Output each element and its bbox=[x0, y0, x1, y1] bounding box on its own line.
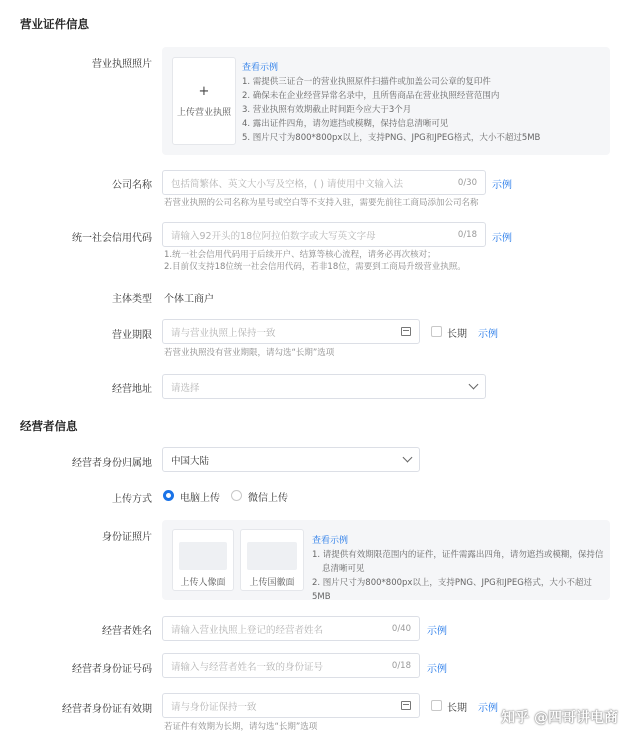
chevron-down-icon bbox=[469, 380, 479, 390]
id-validity-input[interactable] bbox=[162, 693, 420, 718]
id-front-upload-button[interactable] bbox=[172, 529, 234, 591]
id-req-1-cont: 息清晰可见 bbox=[322, 564, 365, 574]
calendar-icon bbox=[401, 327, 411, 336]
id-front-image bbox=[179, 542, 227, 570]
id-back-image bbox=[247, 542, 297, 570]
license-upload-label: 上传营业执照 bbox=[176, 107, 231, 118]
business-term-input[interactable] bbox=[162, 319, 420, 344]
credit-code-label: 统一社会信用代码 bbox=[72, 233, 152, 244]
license-requirements bbox=[242, 75, 540, 145]
business-term-example-link[interactable]: 示例 bbox=[478, 329, 498, 340]
credit-code-input[interactable] bbox=[162, 222, 486, 247]
id-region-label: 经营者身份归属地 bbox=[72, 458, 152, 469]
credit-code-example-link[interactable]: 示例 bbox=[492, 233, 512, 244]
operator-id-example-link[interactable]: 示例 bbox=[427, 664, 447, 675]
entity-type-label: 主体类型 bbox=[112, 294, 152, 305]
id-example-link[interactable]: 查看示例 bbox=[312, 536, 349, 546]
license-req-1: 1. 需提供三证合一的营业执照原件扫描件或加盖公司公章的复印件 bbox=[242, 77, 491, 87]
plus-icon: + bbox=[198, 83, 210, 99]
id-validity-example-link[interactable]: 示例 bbox=[478, 703, 498, 714]
company-name-label: 公司名称 bbox=[112, 180, 152, 191]
license-example-link[interactable]: 查看示例 bbox=[242, 63, 279, 73]
license-req-3: 3. 营业执照有效期截止时间距今应大于3个月 bbox=[242, 105, 412, 115]
company-name-placeholder: 包括简繁体、英文大小写及空格，( ) 请使用中文输入法 bbox=[171, 178, 403, 190]
chevron-down-icon bbox=[403, 453, 413, 463]
business-address-label: 经营地址 bbox=[112, 384, 152, 395]
id-region-select[interactable] bbox=[162, 447, 420, 472]
business-address-placeholder: 请选择 bbox=[171, 382, 200, 394]
license-req-5: 5. 图片尺寸为800*800px以上，支持PNG、JPG和JPEG格式，大小不超过5MB bbox=[242, 133, 541, 143]
company-name-input[interactable] bbox=[162, 170, 486, 195]
id-region-value: 中国大陆 bbox=[171, 455, 210, 467]
operator-name-count: 0/40 bbox=[391, 623, 411, 634]
id-photo-label: 身份证照片 bbox=[102, 532, 152, 543]
license-req-4: 4. 露出证件四角，请勿遮挡或模糊，保持信息清晰可见 bbox=[242, 119, 449, 129]
operator-name-example-link[interactable]: 示例 bbox=[427, 626, 447, 637]
id-validity-hint: 若证件有效期为长期，请勾选“长期”选项 bbox=[164, 722, 318, 732]
license-upload-button[interactable] bbox=[172, 57, 236, 145]
section-title-operator: 经营者信息 bbox=[20, 419, 78, 433]
credit-code-placeholder: 请输入92开头的18位阿拉伯数字或大写英文字母 bbox=[171, 230, 376, 242]
radio-wechat-upload-label: 微信上传 bbox=[248, 493, 288, 504]
id-front-label: 上传人像面 bbox=[180, 578, 226, 588]
section-title-license: 营业证件信息 bbox=[20, 17, 89, 31]
credit-code-hint-2: 2.目前仅支持18位统一社会信用代码，若非18位，需要到工商局升级营业执照。 bbox=[164, 262, 466, 272]
company-name-example-link[interactable]: 示例 bbox=[492, 180, 512, 191]
id-req-1: 1. 请提供有效期限范围内的证件，证件需露出四角，请勿遮挡或模糊，保持信 bbox=[312, 550, 604, 560]
entity-type-value: 个体工商户 bbox=[164, 294, 214, 305]
business-term-label: 营业期限 bbox=[112, 330, 152, 341]
id-requirements bbox=[312, 548, 610, 604]
radio-computer-upload[interactable] bbox=[163, 490, 174, 501]
license-upload-panel bbox=[162, 47, 610, 155]
id-validity-long-checkbox[interactable] bbox=[431, 700, 442, 711]
company-name-count: 0/30 bbox=[457, 177, 477, 188]
operator-name-input[interactable] bbox=[162, 616, 420, 641]
operator-id-count: 0/18 bbox=[391, 660, 411, 671]
id-back-upload-button[interactable] bbox=[240, 529, 304, 591]
radio-computer-upload-label: 电脑上传 bbox=[180, 493, 220, 504]
upload-method-label: 上传方式 bbox=[112, 494, 152, 505]
id-validity-label: 经营者身份证有效期 bbox=[62, 704, 152, 715]
business-term-placeholder: 请与营业执照上保持一致 bbox=[171, 327, 276, 339]
watermark: 知乎 @四哥讲电商 bbox=[501, 710, 618, 726]
operator-id-label: 经营者身份证号码 bbox=[72, 664, 152, 675]
radio-wechat-upload[interactable] bbox=[231, 490, 242, 501]
operator-name-label: 经营者姓名 bbox=[102, 626, 152, 637]
id-req-2: 2. 图片尺寸为800*800px以上，支持PNG、JPG和JPEG格式，大小不超过5MB bbox=[312, 578, 592, 602]
license-photo-label: 营业执照照片 bbox=[92, 59, 152, 70]
id-upload-panel bbox=[162, 520, 610, 600]
company-name-hint: 若营业执照的公司名称为星号或空白等不支持入驻，需要先前往工商局添加公司名称 bbox=[164, 198, 479, 208]
id-validity-long-label: 长期 bbox=[447, 703, 467, 714]
business-term-long-label: 长期 bbox=[447, 329, 467, 340]
id-back-label: 上传国徽面 bbox=[249, 578, 295, 588]
business-term-long-checkbox[interactable] bbox=[431, 326, 442, 337]
operator-id-input[interactable] bbox=[162, 653, 420, 678]
credit-code-hint-1: 1.统一社会信用代码用于后续开户、结算等核心流程，请务必再次核对； bbox=[164, 250, 436, 260]
business-address-select[interactable] bbox=[162, 374, 486, 399]
license-req-2: 2. 确保未在企业经营异常名录中，且所售商品在营业执照经营范围内 bbox=[242, 91, 500, 101]
id-validity-placeholder: 请与身份证保持一致 bbox=[171, 701, 257, 713]
calendar-icon bbox=[401, 701, 411, 710]
operator-id-placeholder: 请输入与经营者姓名一致的身份证号 bbox=[171, 661, 324, 673]
business-term-hint: 若营业执照没有营业期限，请勾选“长期”选项 bbox=[164, 348, 335, 358]
credit-code-count: 0/18 bbox=[457, 229, 477, 240]
operator-name-placeholder: 请输入营业执照上登记的经营者姓名 bbox=[171, 624, 324, 636]
